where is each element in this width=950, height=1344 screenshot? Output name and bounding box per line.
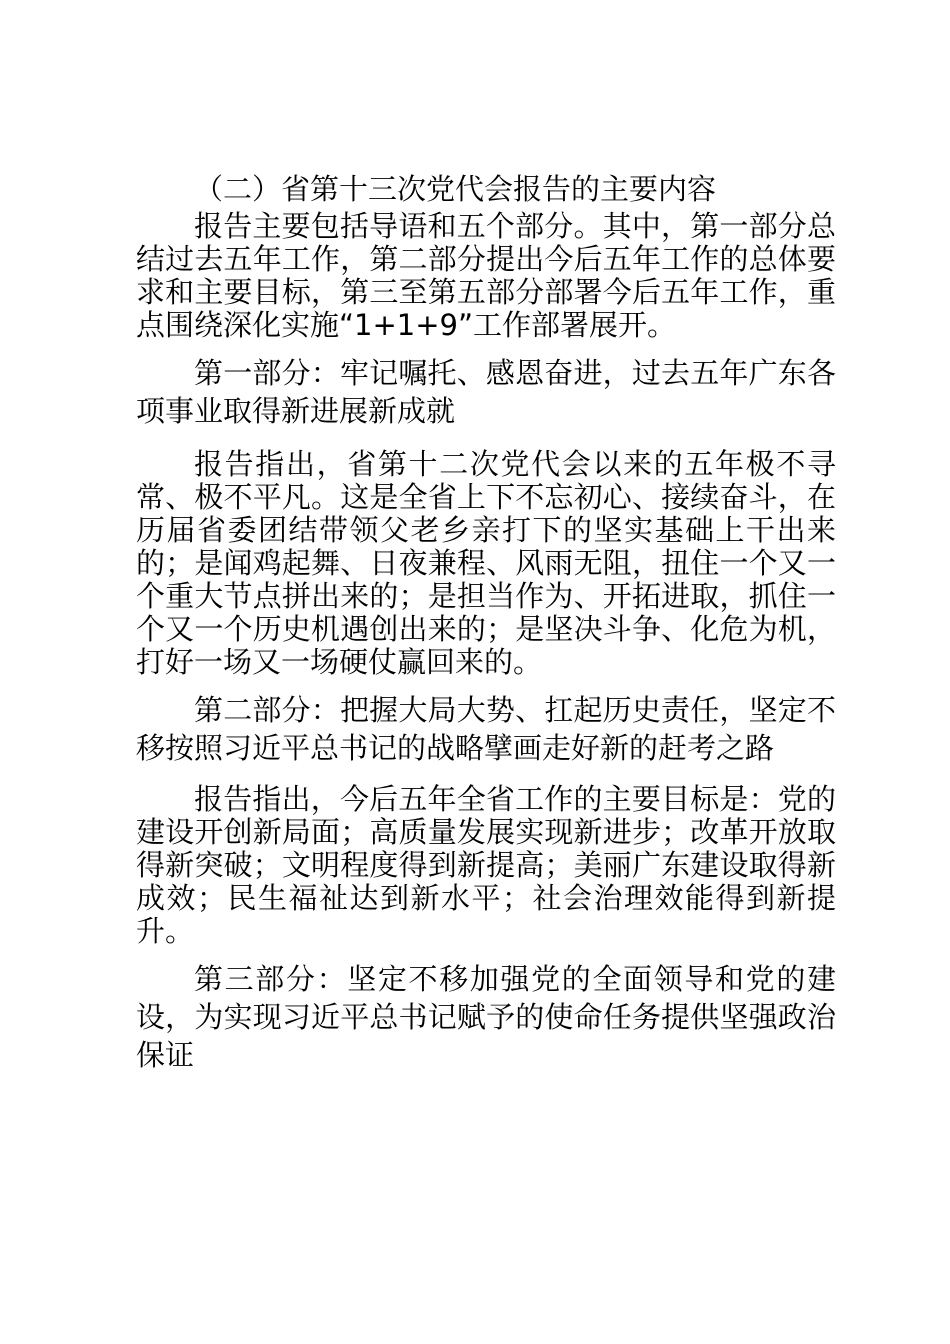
part-heading-1: 第一部分：牢记嘱托、感恩奋进，过去五年广东各项事业取得新进展新成就	[136, 356, 836, 428]
section-heading: （二）省第十三次党代会报告的主要内容	[194, 172, 717, 206]
body-paragraph: 报告指出，今后五年全省工作的主要目标是：党的建设开创新局面；高质量发展实现新进步；改革开放取得新突破；文明程度得到新提高；美丽广东建设取得新成效；民生福祉达到新水平；社会治理效能得到新提升。	[136, 782, 836, 948]
document-body	[136, 170, 836, 1074]
part-heading-3: 第三部分：坚定不移加强党的全面领导和党的建设，为实现习近平总书记赋予的使命任务提供坚强政治保证	[136, 962, 836, 1072]
body-paragraph: 报告指出，省第十二次党代会以来的五年极不寻常、极不平凡。这是全省上下不忘初心、接续奋斗，在历届省委团结带领父老乡亲打下的坚实基础上干出来的；是闻鸡起舞、日夜兼程、风雨无阻，扭住一个又一个重大节点拼出来的；是担当作为、开拓进取，抓住一个又一个历史机遇创出来的；是坚决斗争、化危为机，打好一场又一场硬仗赢回来的。	[136, 447, 836, 679]
body-paragraph: 报告主要包括导语和五个部分。其中，第一部分总结过去五年工作，第二部分提出今后五年工作的总体要求和主要目标，第三至第五部分部署今后五年工作，重点围绕深化实施“1+1+9”工作部署展开。	[136, 209, 836, 342]
part-heading-2: 第二部分：把握大局大势、扛起历史责任，坚定不移按照习近平总书记的战略擘画走好新的赶考之路	[136, 693, 836, 765]
